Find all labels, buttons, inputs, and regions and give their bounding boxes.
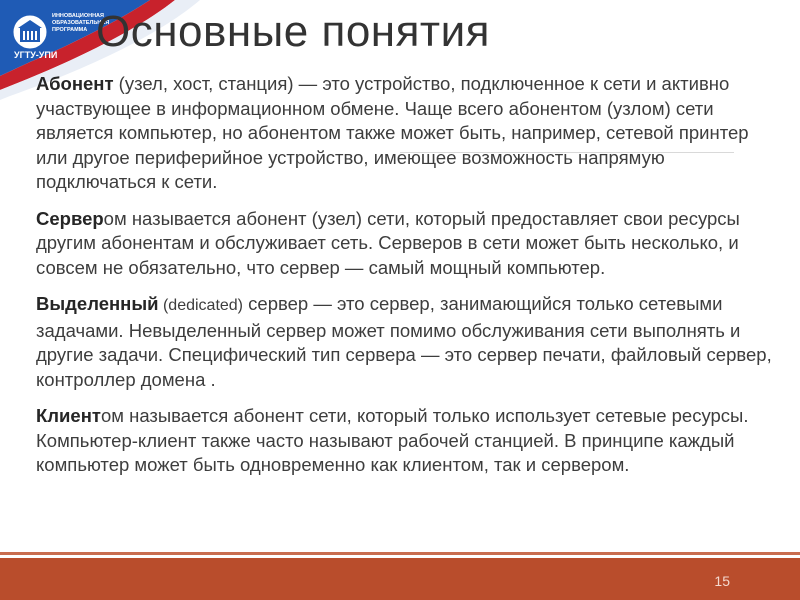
paragraph-server: [36, 207, 776, 281]
svg-text:ПРОГРАММА: ПРОГРАММА: [52, 27, 88, 33]
paragraph-subscriber: [36, 72, 776, 195]
term-subscriber: Абонент: [36, 73, 114, 94]
svg-text:УГТУ-УПИ: УГТУ-УПИ: [14, 50, 58, 60]
paragraph-dedicated-server: [36, 292, 776, 392]
term-dedicated: Выделенный: [36, 293, 159, 314]
slide-title: Основные понятия: [96, 7, 490, 56]
term-client: Клиент: [36, 405, 101, 426]
university-logo: [6, 6, 110, 62]
footer-line: [0, 552, 800, 555]
svg-text:ИННОВАЦИОННАЯ: ИННОВАЦИОННАЯ: [52, 13, 104, 19]
paragraph-client: [36, 404, 776, 478]
definition-client: ом называется абонент сети, который только использует сетевые ресурсы. Компьютер-клиент также часто называют рабочей станцией. В принципе каждый компьютер может быть одновременно как клиентом, так и сервером.: [36, 405, 749, 475]
footer-bar: [0, 558, 800, 600]
page-number: 15: [714, 573, 730, 589]
definition-dedicated-server: сервер — это сервер, занимающийся только сетевыми задачами. Невыделенный сервер может помимо обслуживания сети выполнять и другие задачи. Специфический тип сервера — это сервер печати, файловый сервер, контроллер домена .: [36, 293, 772, 390]
slide-body: [36, 72, 776, 490]
term-server: Сервер: [36, 207, 104, 229]
definition-subscriber: (узел, хост, станция) — это устройство, подключенное к сети и активно участвующее в информационном обмене. Чаще всего абонентом (узлом) сети является компьютер, но абонентом также может быть, например, сетевой принтер или другое периферийное устройство, имеющее возможность напрямую подключаться к сети.: [36, 73, 749, 192]
svg-text:ОБРАЗОВАТЕЛЬНАЯ: ОБРАЗОВАТЕЛЬНАЯ: [52, 20, 110, 26]
term-dedicated-english: (dedicated): [158, 297, 244, 314]
definition-server: ом называется абонент (узел) сети, который предоставляет свои ресурсы другим абонентам и обслуживает сеть. Серверов в сети может быть несколько, и совсем не обязательно, что сервер — самый мощный компьютер.: [36, 207, 740, 278]
